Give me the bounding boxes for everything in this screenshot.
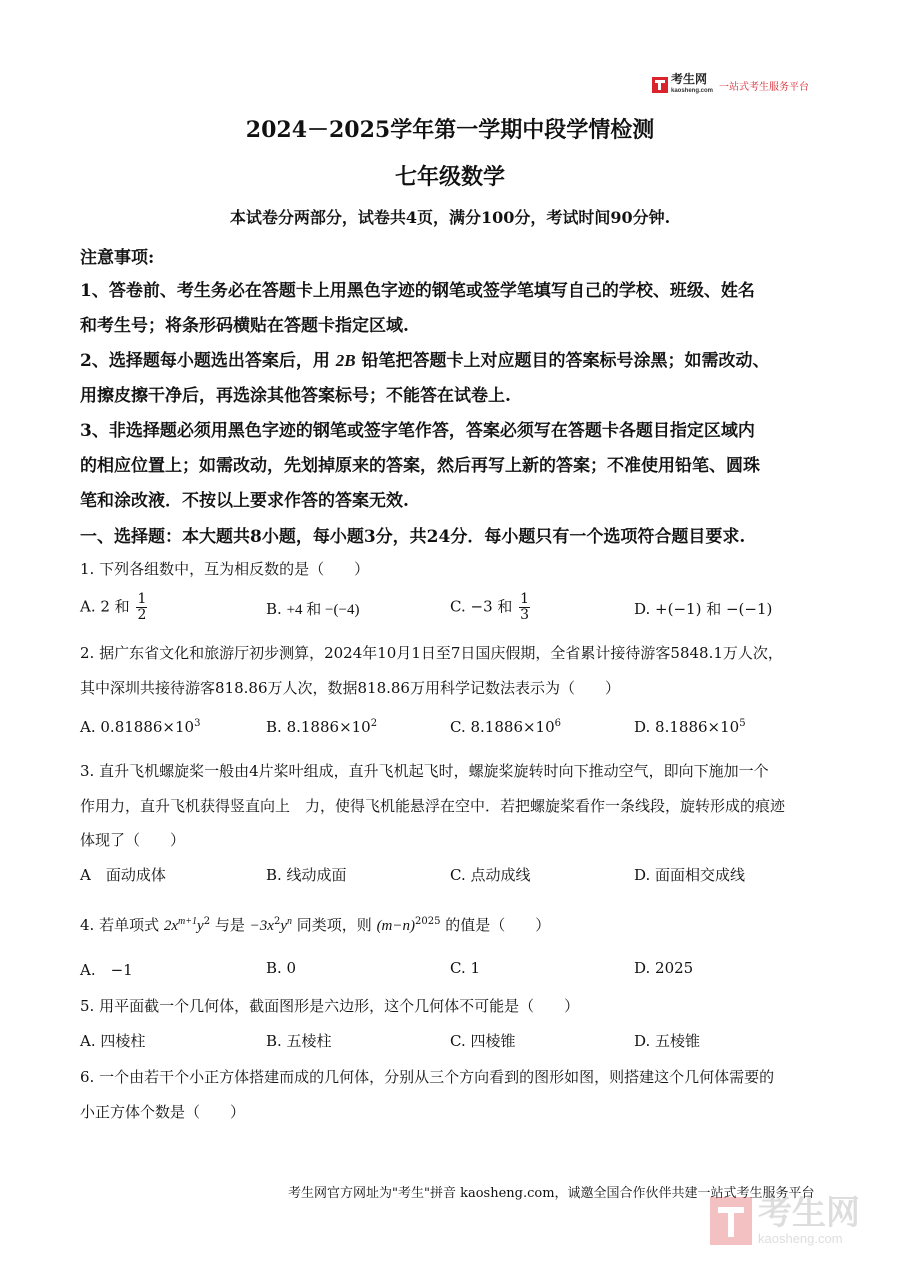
q3-option-c: C. 点动成线 bbox=[450, 866, 531, 884]
note-line-2: 和考生号；将条形码横贴在答题卡指定区域. bbox=[80, 316, 409, 336]
q5-option-c: C. 四棱锥 bbox=[450, 1032, 516, 1050]
q2-option-b: B. $8.1886\times 10^2$ bbox=[266, 718, 378, 736]
q3-option-d: D. 面面相交成线 bbox=[634, 866, 746, 884]
q1-option-b: B. +4 和 −(−4) bbox=[266, 600, 360, 618]
logo-name: 考生网 bbox=[671, 72, 708, 86]
question-3-stem-3: 体现了（ ） bbox=[80, 831, 186, 849]
question-5-stem: 5. 用平面截一个几何体，截面图形是六边形，这个几何体不可能是（ ） bbox=[80, 997, 580, 1015]
fraction: $\frac{1}{2}$ bbox=[137, 591, 147, 623]
note-line-1: 1、答卷前、考生务必在答题卡上用黑色字迹的钢笔或签学笔填写自己的学校、班级、姓名 bbox=[80, 281, 755, 301]
q1-option-c: C. −3 和 $\frac{1}{3}$ bbox=[450, 591, 530, 623]
exam-subject: 七年级数学 bbox=[394, 164, 505, 190]
question-2-stem-1: 2. 据广东省文化和旅游厅初步测算，2024年10月1日至7日国庆假期，全省累计接待游客5848.1万人次， bbox=[80, 644, 783, 662]
question-6-stem-1: 6. 一个由若干个小正方体搭建而成的几何体，分别从三个方向看到的图形如图，则搭建这个几何体需要的 bbox=[80, 1068, 775, 1086]
logo-slogan: 一站式考生服务平台 bbox=[719, 81, 810, 93]
pencil-grade: 2B bbox=[335, 351, 356, 370]
watermark-domain: kaosheng.com bbox=[758, 1231, 843, 1246]
question-2-stem-2: 其中深圳共接待游客818.86万人次，数据818.86万用科学记数法表示为（ ） bbox=[80, 679, 620, 697]
watermark bbox=[710, 1195, 860, 1246]
q5-option-b: B. 五棱柱 bbox=[266, 1032, 332, 1050]
question-3-stem-1: 3. 直升飞机螺旋桨一般由4片桨叶组成，直升飞机起飞时，螺旋桨旋转时向下推动空气，即向下施加一个 bbox=[80, 762, 769, 780]
notes-heading: 注意事项: bbox=[80, 248, 155, 268]
q3-option-a: A 面动成体 bbox=[80, 866, 166, 884]
question-3-stem-2: 作用力，直升飞机获得竖直向上 力，使得飞机能悬浮在空中．若把螺旋桨看作一条线段，旋转形成的痕迹 bbox=[80, 797, 786, 815]
note-line-7: 笔和涂改液．不按以上要求作答的答案无效. bbox=[80, 491, 409, 511]
q4-option-c: C. 1 bbox=[450, 959, 481, 977]
q4-option-d: D. 2025 bbox=[634, 959, 694, 977]
question-6-stem-2: 小正方体个数是（ ） bbox=[80, 1103, 246, 1121]
q2-option-a: A. $0.81886\times 10^3$ bbox=[80, 718, 201, 736]
logo-domain: kaosheng.com bbox=[671, 88, 714, 94]
brand-logo bbox=[652, 73, 809, 97]
note-line-3: 2、选择题每小题选出答案后，用 2B 铅笔把答题卡上对应题目的答案标号涂黑；如需改动、 bbox=[80, 351, 770, 371]
note-line-5: 3、非选择题必须用黑色字迹的钢笔或签字笔作答，答案必须写在答题卡各题目指定区域内 bbox=[80, 421, 755, 441]
q2-option-d: D. $8.1886\times 10^5$ bbox=[634, 718, 746, 736]
q1-option-a: A. 2 和 $\frac{1}{2}$ bbox=[80, 591, 147, 623]
note-line-6: 的相应位置上；如需改动，先划掉原来的答案，然后再写上新的答案；不准使用铅笔、圆珠 bbox=[80, 456, 760, 476]
note-line-4: 用擦皮擦干净后，再选涂其他答案标号；不能答在试卷上. bbox=[80, 386, 511, 406]
q2-option-c: C. $8.1886\times 10^6$ bbox=[450, 718, 562, 736]
question-4-stem: 4. 若单项式 $2x^{m+1}y^2$ 与是 $-3x^2y^n$ 同类项，则 $(m-n)^{2025}$ 的值是（ ） bbox=[80, 916, 551, 934]
q5-option-d: D. 五棱锥 bbox=[634, 1032, 701, 1050]
kaosheng-watermark-icon bbox=[710, 1197, 752, 1245]
footer-text: 考生网官方网址为"考生"拼音 kaosheng.com，诚邀全国合作伙伴共建一站式考生服务平台 bbox=[288, 1186, 815, 1201]
exam-title: 2024－2025学年第一学期中段学情检测 bbox=[245, 117, 655, 143]
q3-option-b: B. 线动成面 bbox=[266, 866, 347, 884]
kaosheng-logo-icon bbox=[652, 77, 668, 93]
q4-option-b: B. 0 bbox=[266, 959, 297, 977]
q1-option-d: D. +(−1) 和 −(−1) bbox=[634, 600, 773, 618]
watermark-name: 考生网 bbox=[758, 1194, 860, 1232]
q5-option-a: A. 四棱柱 bbox=[80, 1032, 146, 1050]
section-heading: 一、选择题：本大题共8小题，每小题3分，共24分．每小题只有一个选项符合题目要求. bbox=[80, 527, 746, 547]
question-1-stem: 1. 下列各组数中，互为相反数的是（ ） bbox=[80, 560, 370, 578]
exam-info: 本试卷分两部分，试卷共4页，满分100分，考试时间90分钟. bbox=[229, 208, 671, 227]
q4-option-a: A. −1 bbox=[80, 961, 133, 979]
fraction: $\frac{1}{3}$ bbox=[520, 591, 530, 623]
